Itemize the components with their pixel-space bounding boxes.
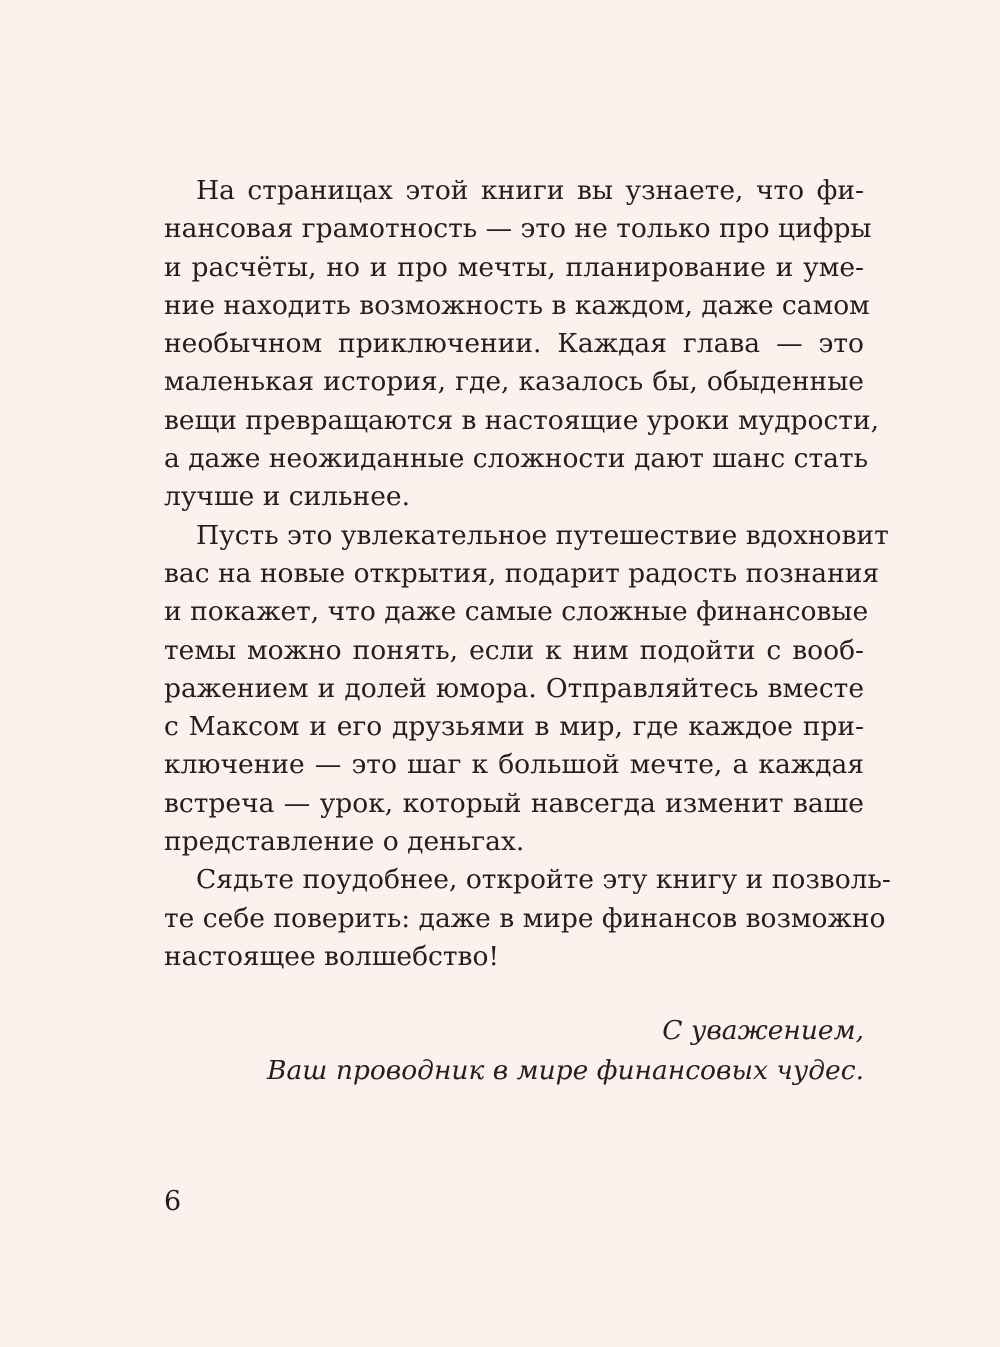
text-line: и расчёты, но и про мечты, планирование и уме- [164, 251, 864, 283]
text-line: вещи превращаются в настоящие уроки мудрости, [164, 404, 880, 436]
text-line: ключение — это шаг к большой мечте, а каждая [164, 749, 864, 781]
page-number: 6 [164, 1186, 182, 1217]
paragraph-3 [164, 861, 891, 976]
paragraph-2 [164, 517, 889, 862]
text-line: Сядьте поудобнее, откройте эту книгу и позволь- [196, 864, 891, 896]
text-line: встреча — урок, который навсегда изменит ваше [164, 787, 864, 819]
text-line: и покажет, что даже самые сложные финансовые [164, 596, 869, 628]
text-line: те себе поверить: даже в мире финансов возможно [164, 902, 886, 934]
text-line: нансовая грамотность — это не только про цифры [164, 213, 872, 245]
text-line: На страницах этой книги вы узнаете, что фи- [196, 175, 864, 206]
text-line: ражением и долей юмора. Отправляйтесь вместе [164, 672, 864, 704]
text-line: лучше и сильнее. [164, 481, 410, 513]
text-line: темы можно понять, если к ним подойти с вооб- [164, 634, 864, 666]
text-line: Пусть это увлекательное путешествие вдохновит [196, 519, 889, 551]
text-line: с Максом и его друзьями в мир, где каждое при- [164, 711, 864, 743]
signature-author: Ваш проводник в мире финансовых чудес. [267, 1055, 864, 1086]
text-line: вас на новые открытия, подарит радость познания [164, 557, 880, 589]
text-line: маленькая история, где, казалось бы, обыденные [164, 366, 864, 398]
text-line: представление о деньгах. [164, 826, 525, 858]
text-line: необычном приключении. Каждая глава — это [164, 328, 864, 360]
text-line: настоящее волшебство! [164, 940, 500, 972]
signature-greeting: С уважением, [662, 1015, 864, 1046]
signature [267, 1011, 864, 1091]
text-line: а даже неожиданные сложности дают шанс стать [164, 443, 869, 475]
paragraph-1 [164, 172, 880, 517]
text-line: ние находить возможность в каждом, даже самом [164, 289, 870, 321]
body-text [164, 172, 891, 976]
